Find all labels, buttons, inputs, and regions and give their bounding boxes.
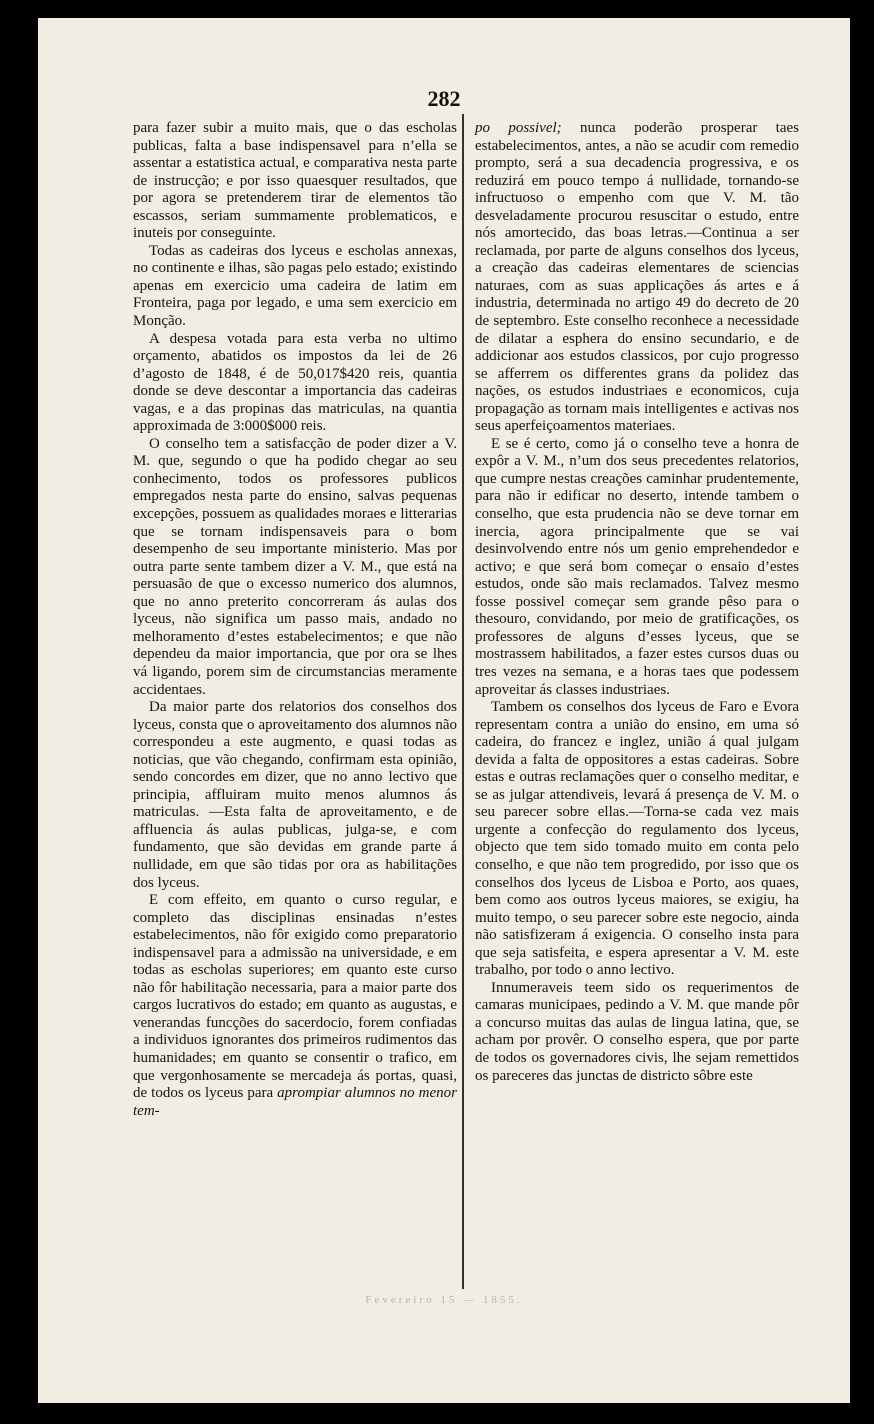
left-column [133, 120, 457, 1120]
paragraph: Da maior parte dos relatorios dos conselhos dos lyceus, consta que o aproveitamento dos alumnos não correspondeu a este augmento, e quasi todas as noticias, que vão chegando, confirmam esta opinião, sendo concordes em dizer, que no anno lectivo que principia, affluiram muito menos alumnos ás matriculas. —Esta falta de aproveitamento, e de affluencia ás aulas publicas, julga-se, e com fundamento, que são devidas em grande parte á nullidade, em que são tidas por ora as habilitações dos lyceus. [133, 699, 457, 891]
paragraph: O conselho tem a satisfacção de poder dizer a V. M. que, segundo o que ha podido chegar ao seu conhecimento, todos os professores publicos empregados nesta parte do ensino, salvas pequenas excepções, possuem as qualidades moraes e litterarias que se tornam indispensaveis para o bom desempenho de seu importante ministerio. Mas por outra parte sente tambem dizer a V. M., que está na persuasão de que o excesso numerico dos alumnos, que no anno preterito concorreram ás aulas dos lyceus, não significa um passo mais, andado no melhoramento d’estes estabelecimentos; e que não dependeu da maior importancia, que por ora se lhes vá ligando, porem sim de circumstancias meramente accidentaes. [133, 435, 457, 698]
paragraph: Innumeraveis teem sido os requerimentos de camaras municipaes, pedindo a V. M. que mande pôr a concurso muitas das aulas de lingua latina, que, se acham por provêr. O conselho espera, que por parte de todos os governadores civis, lhe sejam remettidos os pareceres das junctas de districto sôbre este [475, 979, 799, 1084]
page-number: 282 [427, 86, 461, 111]
italic-run: aprompiar alumnos no menor tem- [133, 1085, 457, 1119]
right-column [475, 120, 799, 1085]
column-divider [462, 114, 464, 1289]
faint-bleedthrough-line: Fevereiro 15 — 1855. [365, 1294, 523, 1306]
paragraph: Todas as cadeiras dos lyceus e escholas annexas, no continente e ilhas, são pagas pelo estado; existindo apenas em exercicio uma cadeira de latim em Fronteira, paga por legado, e uma sem exercicio em Monção. [133, 242, 457, 330]
paragraph: po possivel; nunca poderão prosperar taes estabelecimentos, antes, a não se acudir com remedio prompto, será a sua decadencia progressiva, e os reduzirá em pouco tempo á nullidade, tornando-se infructuoso o empenho com que V. M. tão desveladamente procurou resuscitar o estudo, entre nós amortecido, das boas letras.—Continua a ser reclamada, por parte de alguns conselhos dos lyceus, a creação das cadeiras elementares de sciencias naturaes, com as suas applicações ás artes e á industria, determinada no artigo 49 do decreto de 20 de septembro. Este conselho reconhece a necessidade de dilatar a esphera do ensino secundario, e de addicionar aos estudos classicos, por cujo progresso se afferrem os differentes grans da polidez das nações, os estudos industriaes e economicos, cuja propagação as tornam mais intelligentes e activas nos seus aperfeiçoamentos materiaes. [475, 120, 799, 435]
document-page [38, 18, 850, 1403]
paragraph: para fazer subir a muito mais, que o das escholas publicas, falta a base indispensavel para n’ella se assentar a estatistica actual, e comparativa nesta parte de instrucção; e por isso quaesquer resultados, que por agora se pretenderem tirar de elementos tão escassos, seriam summamente problematicos, e inuteis por conseguinte. [133, 120, 457, 242]
paragraph: A despesa votada para esta verba no ultimo orçamento, abatidos os impostos da lei de 26 d’agosto de 1848, é de 50,017$420 reis, quantia donde se deve descontar a importancia das cadeiras vagas, e a das propinas das matriculas, na quantia approximada de 3:000$000 reis. [133, 330, 457, 435]
paragraph: Tambem os conselhos dos lyceus de Faro e Evora representam contra a união do ensino, em uma só cadeira, do francez e inglez, união á qual julgam devida a falta de oppositores a estas cadeiras. Sobre estas e outras reclamações quer o conselho meditar, e se as julgar attendiveis, levará á presença de V. M. o seu parecer sobre ellas.—Torna-se cada vez mais urgente a confecção do regulamento dos lyceus, objecto que tem sido tomado muito em conta pelo conselho, e que não tem progredido, por isso que os conselhos dos lyceus de Lisboa e Porto, aos quaes, bem como aos outros lyceus maiores, se exigiu, ha muito tempo, o seu parecer sobre este negocio, ainda não satisfizeram á exigencia. O conselho insta para que seja satisfeita, e espera apresentar a V. M. este trabalho, por todo o anno lectivo. [475, 699, 799, 979]
paragraph: E se é certo, como já o conselho teve a honra de expôr a V. M., n’um dos seus precedentes relatorios, que cumpre nestas creações caminhar prudentemente, para não ir edificar no deserto, intende tambem o conselho, que esta prudencia não se deve tornar em inercia, agora principalmente que se vai desinvolvendo entre nós um genio emprehendedor e activo; e que será bom começar o ensaio d’estes estudos, onde são mais reclamados. Talvez mesmo fosse possivel começar sem grande pêso para o thesouro, convidando, por meio de gratificações, os professores de alguns d’esses lyceus, que se mostrassem habilitados, a fazer estes cursos duas ou tres vezes na semana, e a horas taes que podessem aproveitar ás classes industriaes. [475, 435, 799, 698]
paragraph: E com effeito, em quanto o curso regular, e completo das disciplinas ensinadas n’estes estabelecimentos, não fôr exigido como preparatorio indispensavel para a admissão na universidade, e em todas as escholas superiores; em quanto este curso não fôr habilitação necessaria, para a maior parte dos cargos lucrativos do estado; em quanto as augustas, e venerandas funcções do sacerdocio, forem confiadas a individuos ignorantes dos primeiros rudimentos das humanidades; em quanto se consentir o trafico, em que vergonhosamente se mercadeja ás portas, quasi, de todos os lyceus para aprompiar alumnos no menor tem- [133, 892, 457, 1119]
italic-run: po possivel; [475, 120, 562, 136]
